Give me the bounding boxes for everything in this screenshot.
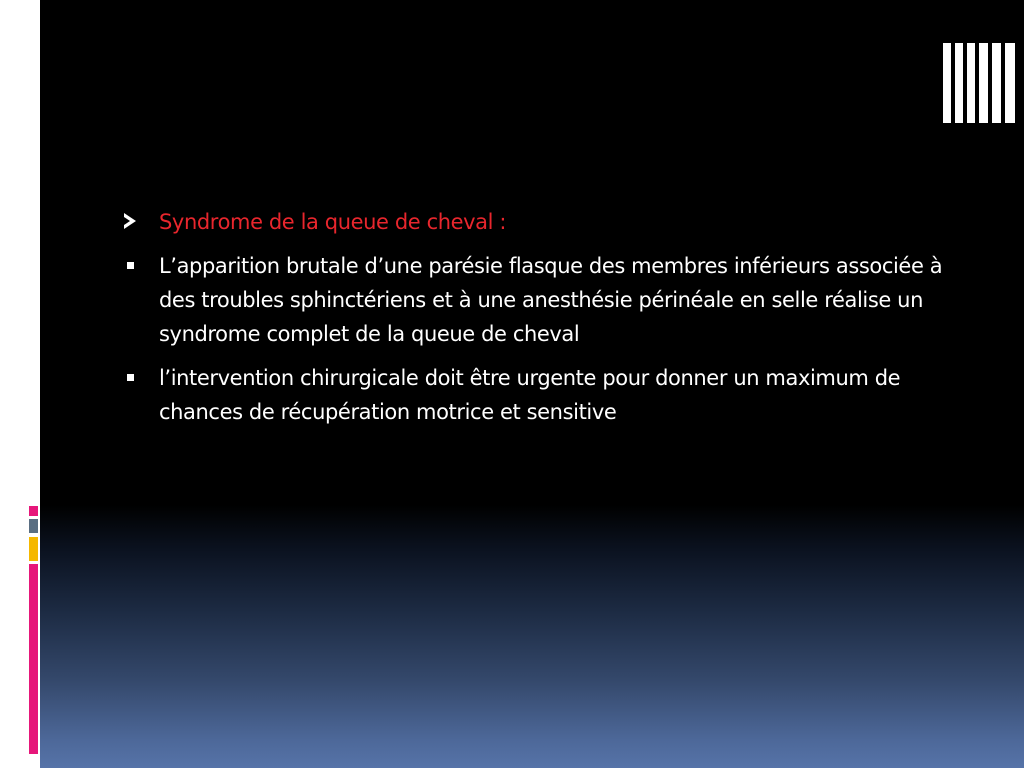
heading-row: [118, 205, 968, 239]
bullet-text: l’intervention chirurgicale doit être urgente pour donner un maximum de chances de récupération motrice et sensitive: [159, 366, 901, 424]
bullet-item: [118, 249, 968, 351]
slide-content: [118, 205, 968, 429]
window-panes-icon: [943, 43, 1019, 123]
square-bullet-icon: [122, 249, 142, 283]
accent-bar-yellow: [29, 537, 38, 561]
bullet-text: L’apparition brutale d’une parésie flasque des membres inférieurs associée à des troubles sphinctériens et à une anesthésie périnéale en selle réalise un syndrome complet de la queue de cheval: [159, 254, 943, 346]
square-bullet-icon: [122, 361, 142, 395]
arrow-right-icon: [122, 205, 142, 239]
slide-heading: Syndrome de la queue de cheval :: [159, 210, 507, 234]
accent-bar-slate: [29, 519, 38, 533]
accent-bar-pink-long: [29, 564, 38, 754]
accent-bar-pink-top: [29, 506, 38, 516]
bullet-item: [118, 361, 968, 429]
